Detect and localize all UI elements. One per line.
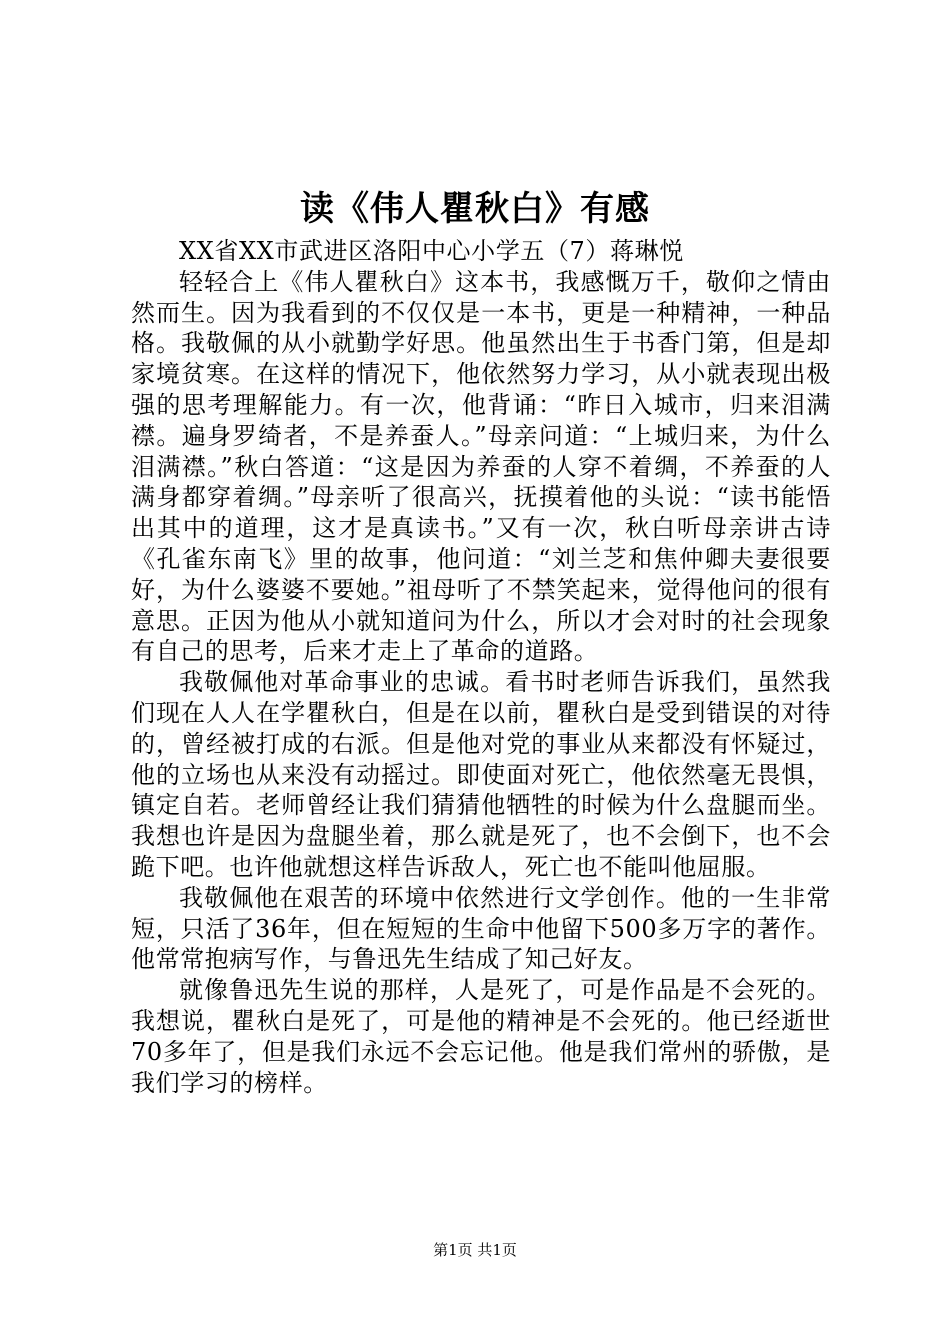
paragraph-1: 轻轻合上《伟人瞿秋白》这本书，我感慨万千，敬仰之情由然而生。因为我看到的不仅仅是一本书，更是一种精神，一种品格。我敬佩的从小就勤学好思。他虽然出生于书香门第，但是却家境贫寒。在这样的情况下，他依然努力学习，从小就表现出极强的思考理解能力。有一次，他背诵：“昨日入城市，归来泪满襟。遍身罗绮者，不是养蚕人。”母亲问道：“上城归来，为什么泪满襟。”秋白答道：“这是因为养蚕的人穿不着绸，不养蚕的人满身都穿着绸。”母亲听了很高兴，抚摸着他的头说：“读书能悟出其中的道理，这才是真读书。”又有一次，秋白听母亲讲古诗《孔雀东南飞》里的故事，他问道：“刘兰芝和焦仲卿夫妻很要好，为什么婆婆不要她。”祖母听了不禁笑起来，觉得他问的很有意思。正因为他从小就知道问为什么，所以才会对时的社会现象有自己的思考，后来才走上了革命的道路。 bbox=[131, 267, 831, 666]
paragraph-4: 就像鲁迅先生说的那样，人是死了，可是作品是不会死的。我想说，瞿秋白是死了，可是他的精神是不会死的。他已经逝世70多年了，但是我们永远不会忘记他。他是我们常州的骄傲，是我们学习的榜样。 bbox=[131, 976, 831, 1097]
paragraph-3: 我敬佩他在艰苦的环境中依然进行文学创作。他的一生非常短，只活了36年，但在短短的生命中他留下500多万字的著作。他常常抱病写作，与鲁迅先生结成了知己好友。 bbox=[131, 883, 831, 974]
author-line: XX省XX市武进区洛阳中心小学五（7）蒋琳悦 bbox=[179, 237, 684, 265]
page-number-footer: 第1页 共1页 bbox=[433, 1241, 517, 1259]
document-title: 读《伟人瞿秋白》有感 bbox=[300, 189, 650, 229]
document-body bbox=[131, 236, 831, 1098]
paragraph-2: 我敬佩他对革命事业的忠诚。看书时老师告诉我们，虽然我们现在人人在学瞿秋白，但是在以前，瞿秋白是受到错误的对待的，曾经被打成的右派。但是他对党的事业从来都没有怀疑过，他的立场也从来没有动摇过。即使面对死亡，他依然毫无畏惧，镇定自若。老师曾经让我们猜猜他牺牲的时候为什么盘腿而坐。我想也许是因为盘腿坐着，那么就是死了，也不会倒下，也不会跪下吧。也许他就想这样告诉敌人，死亡也不能叫他屈服。 bbox=[131, 668, 831, 881]
